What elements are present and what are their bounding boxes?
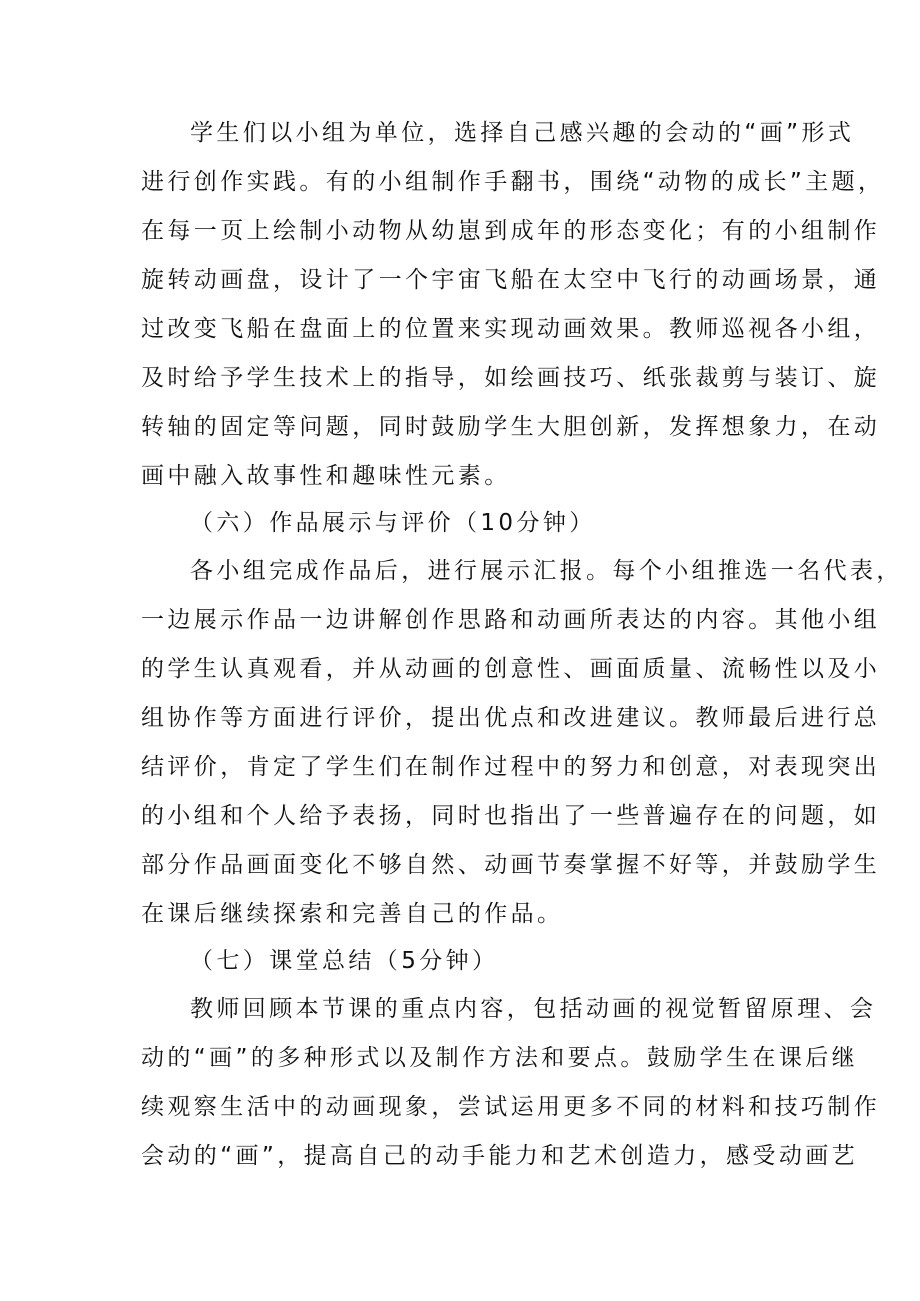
paragraph-2-line-6: 的小组和个人给予表扬，同时也指出了一些普遍存在的问题，如 xyxy=(141,803,881,829)
section-heading-6: （六）作品展示与评价（10分钟） xyxy=(190,510,596,536)
paragraph-1-line-2: 进行创作实践。有的小组制作手翻书，围绕“动物的成长”主题， xyxy=(141,169,885,195)
section-heading-7: （七）课堂总结（5分钟） xyxy=(190,948,499,974)
paragraph-2-line-4: 组协作等方面进行评价，提出优点和改进建议。教师最后进行总 xyxy=(141,705,881,731)
paragraph-3-line-3: 续观察生活中的动画现象，尝试运用更多不同的材料和技巧制作 xyxy=(141,1094,881,1120)
paragraph-1-line-4: 旋转动画盘，设计了一个宇宙飞船在太空中飞行的动画场景，通 xyxy=(141,267,881,293)
paragraph-3-line-1: 教师回顾本节课的重点内容，包括动画的视觉暂留原理、会 xyxy=(190,996,877,1022)
paragraph-3-line-2: 动的“画”的多种形式以及制作方法和要点。鼓励学生在课后继 xyxy=(141,1045,859,1071)
paragraph-2-line-1: 各小组完成作品后，进行展示汇报。每个小组推选一名代表， xyxy=(190,558,903,584)
paragraph-2-line-8: 在课后继续探索和完善自己的作品。 xyxy=(141,901,564,927)
paragraph-1-line-6: 及时给予学生技术上的指导，如绘画技巧、纸张裁剪与装订、旋 xyxy=(141,365,881,391)
paragraph-3-line-4: 会动的“画”，提高自己的动手能力和艺术创造力，感受动画艺 xyxy=(141,1143,859,1169)
paragraph-2-line-7: 部分作品画面变化不够自然、动画节奏掌握不好等，并鼓励学生 xyxy=(141,852,881,878)
paragraph-1-line-5: 过改变飞船在盘面上的位置来实现动画效果。教师巡视各小组， xyxy=(141,316,881,342)
paragraph-2-line-3: 的学生认真观看，并从动画的创意性、画面质量、流畅性以及小 xyxy=(141,656,881,682)
paragraph-2-line-2: 一边展示作品一边讲解创作思路和动画所表达的内容。其他小组 xyxy=(141,607,881,633)
paragraph-2-line-5: 结评价，肯定了学生们在制作过程中的努力和创意，对表现突出 xyxy=(141,754,881,780)
paragraph-1-line-3: 在每一页上绘制小动物从幼崽到成年的形态变化；有的小组制作 xyxy=(141,218,881,244)
paragraph-1-line-1: 学生们以小组为单位，选择自己感兴趣的会动的“画”形式 xyxy=(190,120,855,146)
paragraph-1-line-7: 转轴的固定等问题，同时鼓励学生大胆创新，发挥想象力，在动 xyxy=(141,414,881,440)
paragraph-1-line-8: 画中融入故事性和趣味性元素。 xyxy=(141,463,511,489)
